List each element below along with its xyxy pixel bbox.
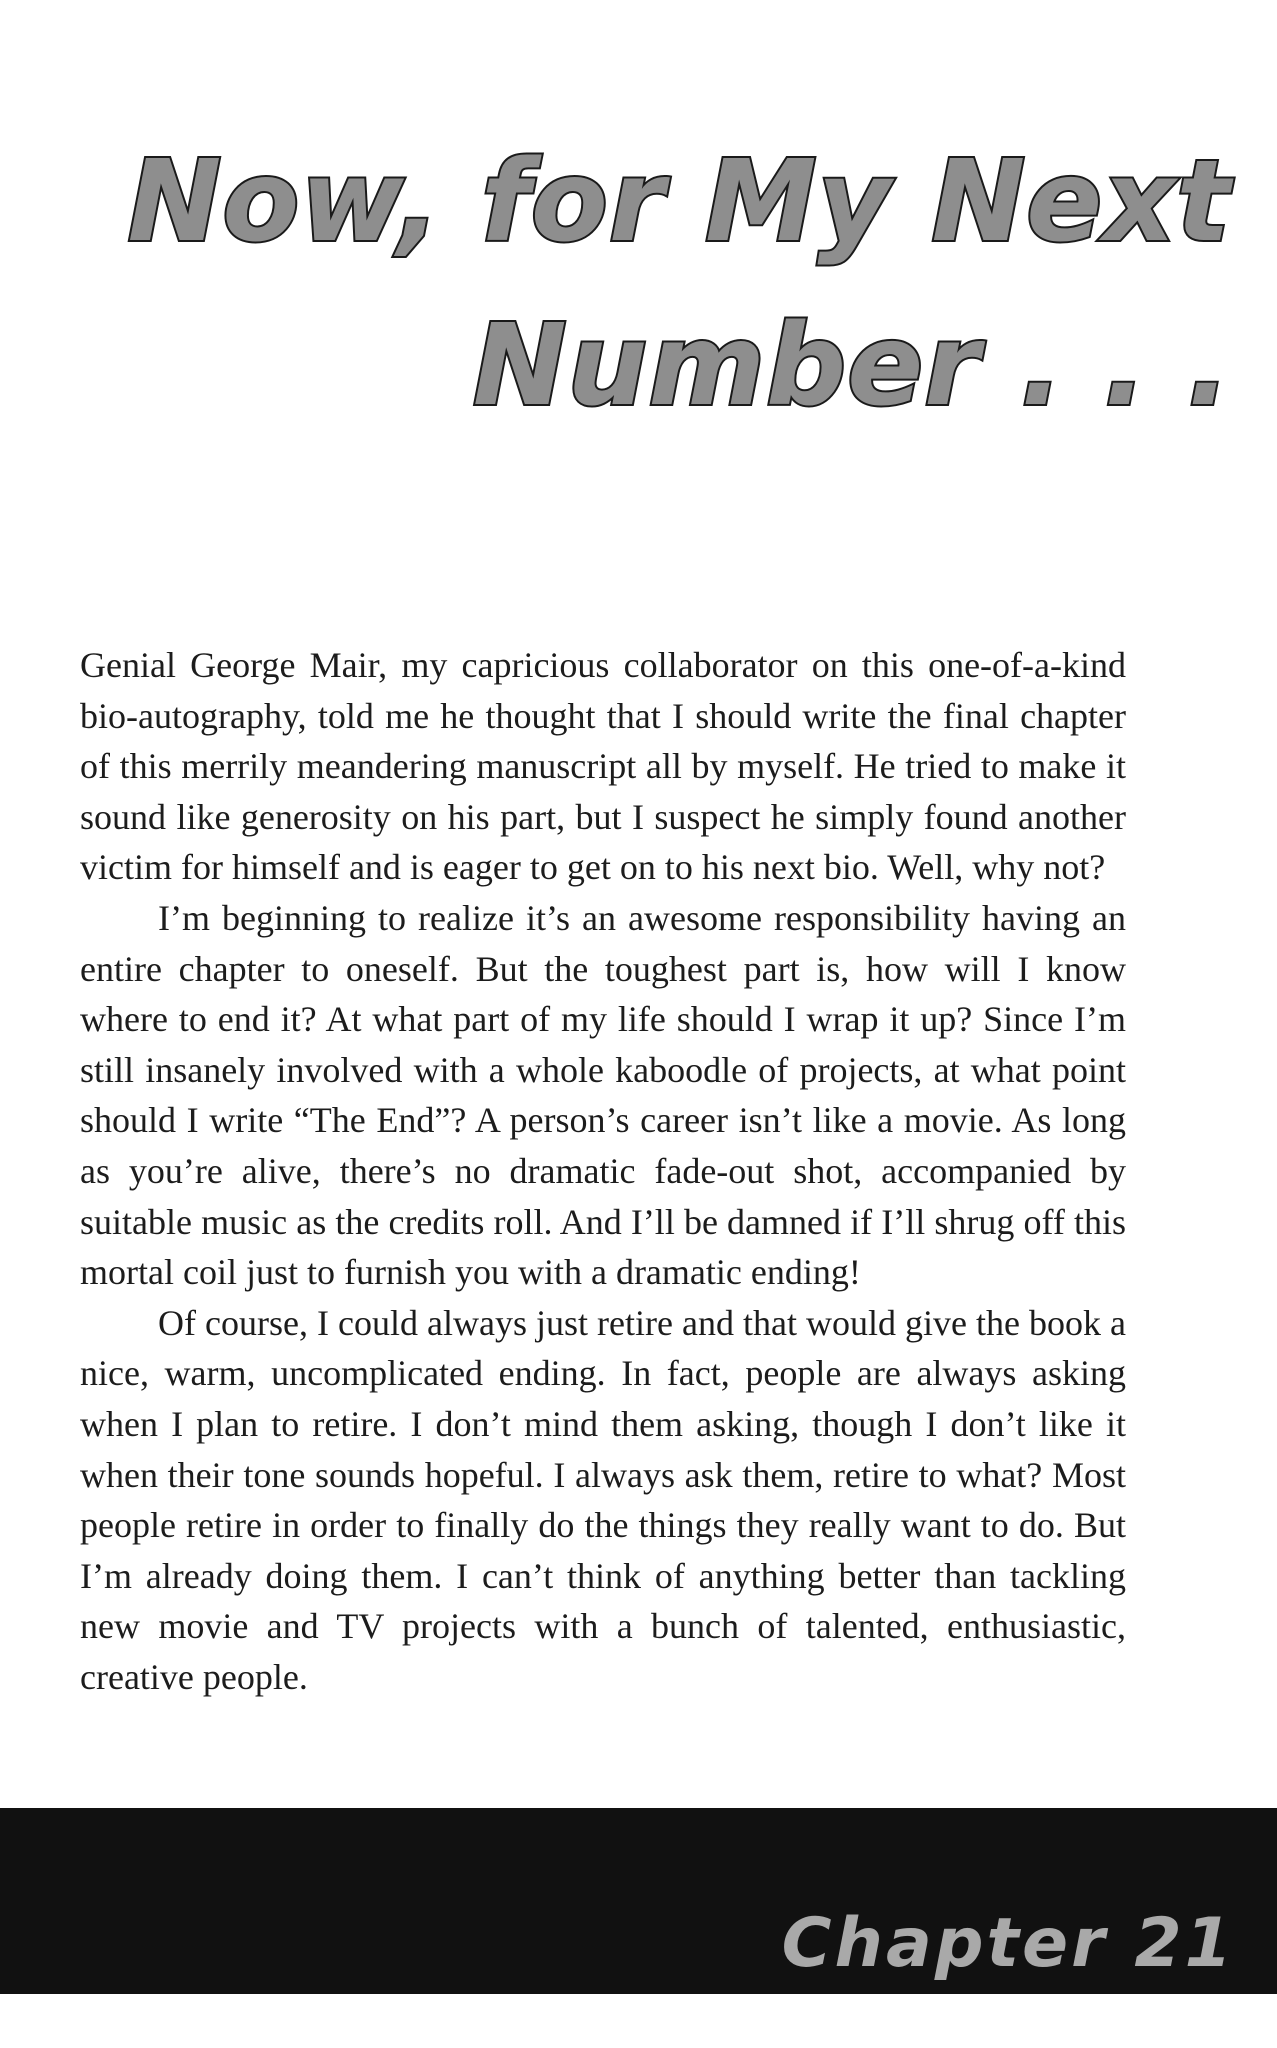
chapter-title-line-1: Now, for My Next	[127, 137, 1231, 267]
chapter-number-label: Chapter 21	[781, 1904, 1235, 1983]
chapter-title-line-2: Number . . .	[472, 301, 1231, 431]
body-text	[80, 640, 1126, 1702]
chapter-band	[0, 1808, 1277, 1994]
paragraph-2: I’m beginning to realize it’s an awesome responsibility having an entire chapter to oneself. But the toughest part is, how will I know where to end it? At what part of my life should I wrap it up? Since I’m still insanely involved with a whole kaboodle of projects, at what point should I write “The End”? A person’s career isn’t like a movie. As long as you’re alive, there’s no dramatic fade-out shot, accompanied by suitable music as the credits roll. And I’ll be damned if I’ll shrug off this mortal coil just to furnish you with a dramatic ending!	[80, 897, 1126, 1293]
paragraph-1: Genial George Mair, my capricious collaborator on this one-of-a-kind bio-autography, told me he thought that I should write the final chapter of this merrily meandering manuscript all by myself. He tried to make it sound like generosity on his part, but I suspect he simply found another victim for himself and is eager to get on to his next bio. Well, why not?	[80, 645, 1126, 888]
paragraph-3: Of course, I could always just retire and that would give the book a nice, warm, uncomplicated ending. In fact, people are always asking when I plan to retire. I don’t mind them asking, though I don’t like it when their tone sounds hopeful. I always ask them, retire to what? Most people retire in order to finally do the things they really want to do. But I’m already doing them. I can’t think of anything better than tackling new movie and TV projects with a bunch of talented, enthusiastic, creative people.	[80, 1302, 1126, 1697]
